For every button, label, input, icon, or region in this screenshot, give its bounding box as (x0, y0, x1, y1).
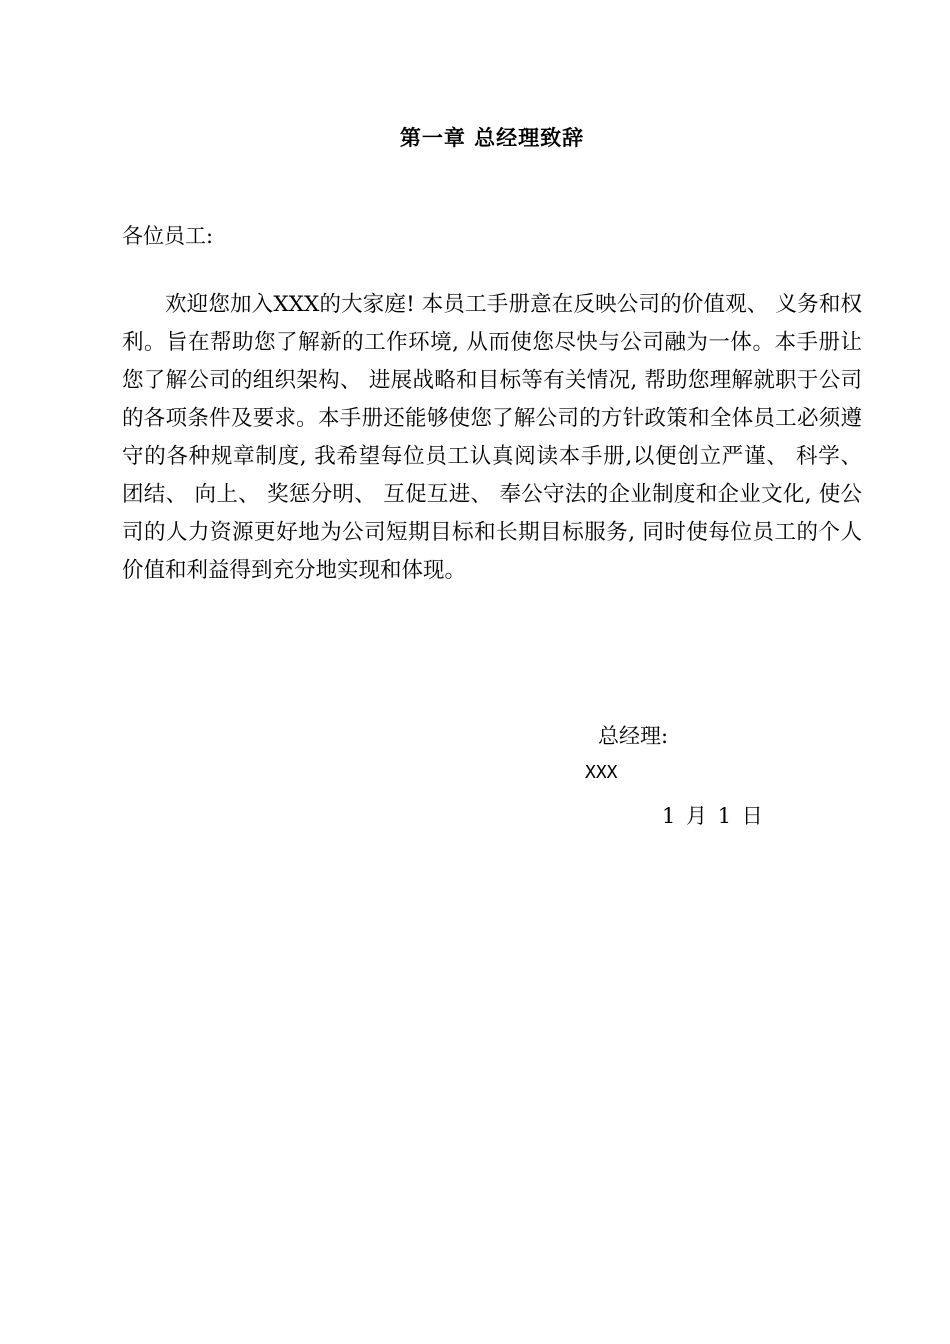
salutation: 各位员工: (122, 224, 214, 248)
signature-title: 总经理: (598, 724, 669, 748)
signature-date: 1 月 1 日 (662, 804, 765, 828)
chapter-title: 第一章 总经理致辞 (399, 125, 585, 150)
signature-name: XXX (585, 762, 618, 783)
body-paragraph: 欢迎您加入XXX的大家庭! 本员工手册意在反映公司的价值观、 义务和权利。旨在帮助您了解新的工作环境, 从而使您尽快与公司融为一体。本手册让您了解公司的组织架构、 进展战略和目标等有关情况, 帮助您理解就职于公司的各项条件及要求。本手册还能够使您了解公司的方针政策和全体员工必须遵守的各种规章制度, 我希望每位员工认真阅读本手册,以便创立严谨、 科学、 团结、 向上、 奖惩分明、 互促互进、 奉公守法的企业制度和企业文化, 使公司的人力资源更好地为公司短期目标和长期目标服务, 同时使每位员工的个人价值和利益得到充分地实现和体现。 (122, 292, 862, 583)
